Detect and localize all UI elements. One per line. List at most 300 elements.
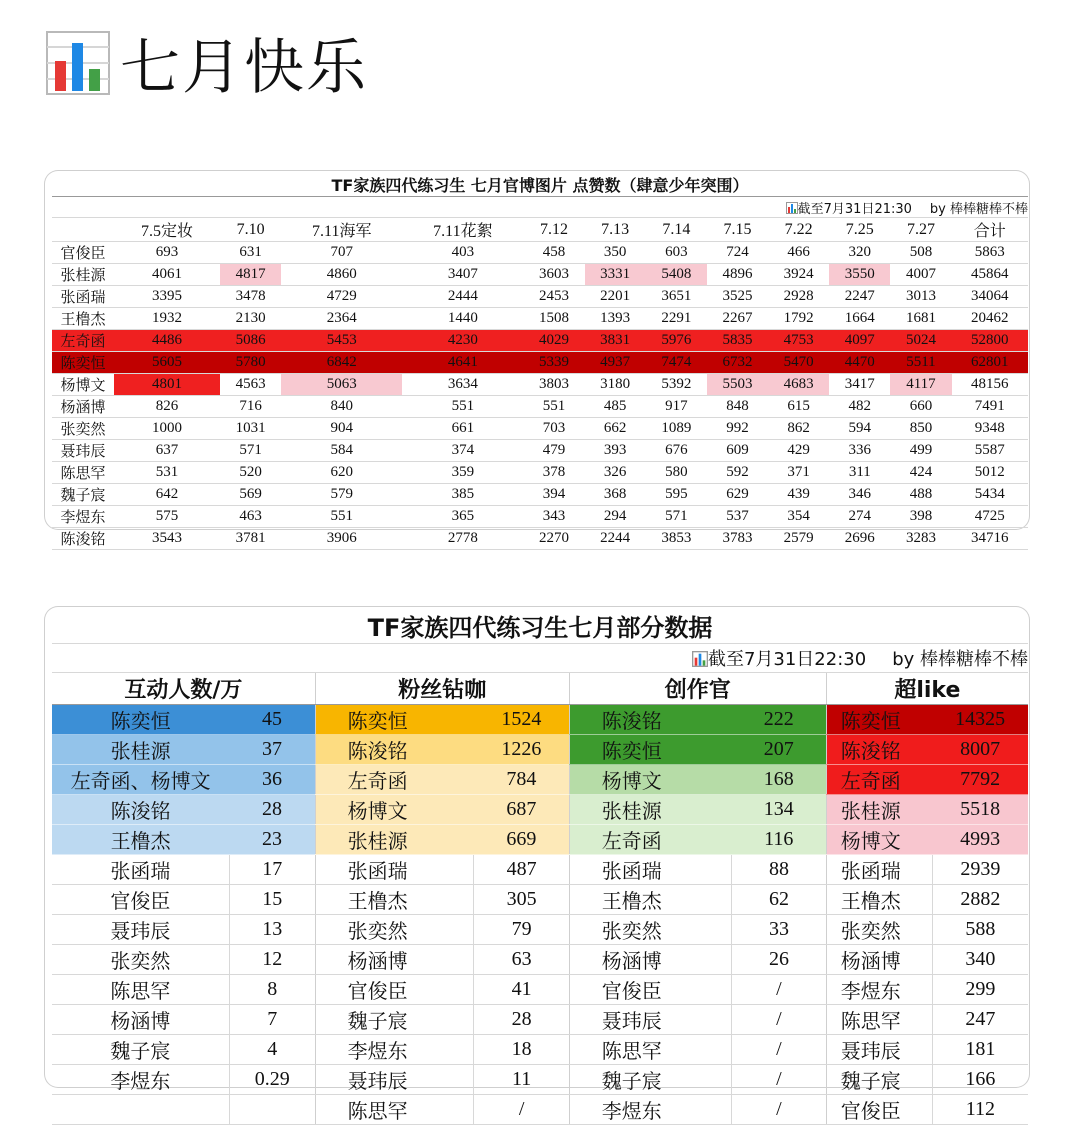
rank-value: / — [732, 1095, 827, 1125]
rank-value: 12 — [229, 945, 315, 975]
cell-value: 5863 — [952, 242, 1028, 264]
row-name: 陈奕恒 — [52, 352, 114, 374]
row-name: 李煜东 — [52, 506, 114, 528]
row-name: 聂玮辰 — [52, 440, 114, 462]
cell-value: 862 — [768, 418, 829, 440]
likes-table — [52, 172, 1028, 550]
rank-name: 张奕然 — [569, 915, 731, 945]
rank-name: 张桂源 — [569, 795, 731, 825]
cell-value: 4817 — [220, 264, 281, 286]
rank-value: 207 — [732, 735, 827, 765]
cell-value: 34716 — [952, 528, 1028, 550]
table-row — [52, 506, 1028, 528]
cell-value: 4641 — [402, 352, 523, 374]
column-header: 7.25 — [829, 218, 890, 242]
rank-value: 7 — [229, 1005, 315, 1035]
post-title: 七月快乐 — [120, 33, 368, 103]
column-header: 7.11花絮 — [402, 218, 523, 242]
cell-value: 840 — [281, 396, 402, 418]
monthly-data-table — [52, 608, 1028, 1125]
rank-name: 陈浚铭 — [52, 795, 229, 825]
cell-value: 393 — [585, 440, 646, 462]
cell-value: 385 — [402, 484, 523, 506]
cell-value: 6732 — [707, 352, 768, 374]
cell-value: 580 — [646, 462, 707, 484]
cell-value: 3331 — [585, 264, 646, 286]
rank-name: 陈奕恒 — [52, 705, 229, 735]
rank-name: 官俊臣 — [826, 1095, 932, 1125]
cell-value: 703 — [523, 418, 584, 440]
column-header: 7.5定妆 — [114, 218, 220, 242]
rank-name: 陈奕恒 — [569, 735, 731, 765]
column-header: 7.27 — [890, 218, 951, 242]
table-row — [52, 1095, 1028, 1125]
cell-value: 378 — [523, 462, 584, 484]
rank-name: 杨涵博 — [826, 945, 932, 975]
cell-value: 485 — [585, 396, 646, 418]
rank-value: 41 — [474, 975, 569, 1005]
rank-name: 官俊臣 — [52, 885, 229, 915]
cell-value: 850 — [890, 418, 951, 440]
cell-value: 3831 — [585, 330, 646, 352]
row-name: 张奕然 — [52, 418, 114, 440]
rank-value: 28 — [229, 795, 315, 825]
cell-value: 1664 — [829, 308, 890, 330]
cell-value: 569 — [220, 484, 281, 506]
cell-value: 294 — [585, 506, 646, 528]
group-header: 创作官 — [569, 673, 826, 705]
cell-value: 2244 — [585, 528, 646, 550]
cell-value: 575 — [114, 506, 220, 528]
rank-value: 1524 — [474, 705, 569, 735]
cell-value: 716 — [220, 396, 281, 418]
rank-name: 杨博文 — [826, 825, 932, 855]
rank-value: 11 — [474, 1065, 569, 1095]
cell-value: 463 — [220, 506, 281, 528]
table-row — [52, 440, 1028, 462]
cell-value: 5453 — [281, 330, 402, 352]
cell-value: 1000 — [114, 418, 220, 440]
rank-value: 687 — [474, 795, 569, 825]
table-row — [52, 885, 1028, 915]
table-row — [52, 418, 1028, 440]
cell-value: 4061 — [114, 264, 220, 286]
cell-value: 488 — [890, 484, 951, 506]
table-row — [52, 945, 1028, 975]
cell-value: 3803 — [523, 374, 584, 396]
cell-value: 5511 — [890, 352, 951, 374]
bar-chart-icon — [692, 649, 708, 670]
cell-value: 4117 — [890, 374, 951, 396]
table-row — [52, 528, 1028, 550]
rank-name: 张奕然 — [52, 945, 229, 975]
rank-name: 张函瑞 — [826, 855, 932, 885]
group-header: 互动人数/万 — [52, 673, 315, 705]
group-header: 粉丝钻咖 — [315, 673, 569, 705]
cell-value: 571 — [646, 506, 707, 528]
table-row — [52, 396, 1028, 418]
rank-name: 陈思罕 — [52, 975, 229, 1005]
table-row — [52, 765, 1028, 795]
cell-value: 52800 — [952, 330, 1028, 352]
cell-value: 326 — [585, 462, 646, 484]
cell-value: 5392 — [646, 374, 707, 396]
cell-value: 662 — [585, 418, 646, 440]
cell-value: 429 — [768, 440, 829, 462]
table-title: TF家族四代练习生七月部分数据 — [52, 608, 1028, 644]
rank-value: 181 — [932, 1035, 1028, 1065]
rank-name: 王橹杰 — [315, 885, 474, 915]
cell-value: 595 — [646, 484, 707, 506]
cell-value: 1089 — [646, 418, 707, 440]
cell-value: 4725 — [952, 506, 1028, 528]
rank-name: 杨博文 — [315, 795, 474, 825]
cell-value: 620 — [281, 462, 402, 484]
rank-name: 官俊臣 — [569, 975, 731, 1005]
cell-value: 520 — [220, 462, 281, 484]
rank-value: 63 — [474, 945, 569, 975]
rank-name: 李煜东 — [826, 975, 932, 1005]
table-title: TF家族四代练习生 七月官博图片 点赞数（肆意少年突围） — [52, 172, 1028, 197]
rank-name: 杨涵博 — [569, 945, 731, 975]
table-row — [52, 915, 1028, 945]
table-row — [52, 374, 1028, 396]
table-note-text: 截至7月31日22:30 — [707, 649, 867, 670]
cell-value: 609 — [707, 440, 768, 462]
cell-value: 992 — [707, 418, 768, 440]
cell-value: 660 — [890, 396, 951, 418]
rank-name: 陈思罕 — [569, 1035, 731, 1065]
cell-value: 4230 — [402, 330, 523, 352]
monthly-data-card — [44, 606, 1030, 1123]
cell-value: 707 — [281, 242, 402, 264]
table-note-text: 截至7月31日21:30 — [797, 201, 912, 217]
rank-value: 23 — [229, 825, 315, 855]
rank-value: 45 — [229, 705, 315, 735]
rank-value: / — [732, 975, 827, 1005]
cell-value: 3924 — [768, 264, 829, 286]
cell-value: 5835 — [707, 330, 768, 352]
rank-value: 15 — [229, 885, 315, 915]
cell-value: 571 — [220, 440, 281, 462]
table-author: by 棒棒糖棒不棒 — [929, 201, 1028, 217]
cell-value: 1393 — [585, 308, 646, 330]
cell-value: 466 — [768, 242, 829, 264]
cell-value: 2778 — [402, 528, 523, 550]
rank-value: 116 — [732, 825, 827, 855]
cell-value: 5976 — [646, 330, 707, 352]
rank-value: 247 — [932, 1005, 1028, 1035]
column-header: 7.13 — [585, 218, 646, 242]
rank-name: 陈浚铭 — [315, 735, 474, 765]
cell-value: 311 — [829, 462, 890, 484]
cell-value: 350 — [585, 242, 646, 264]
cell-value: 7474 — [646, 352, 707, 374]
cell-value: 4753 — [768, 330, 829, 352]
rank-name: 左奇函 — [569, 825, 731, 855]
cell-value: 34064 — [952, 286, 1028, 308]
cell-value: 5470 — [768, 352, 829, 374]
rank-name: 陈奕恒 — [826, 705, 932, 735]
column-header: 7.11海军 — [281, 218, 402, 242]
rank-name: 李煜东 — [315, 1035, 474, 1065]
rank-name: 杨博文 — [569, 765, 731, 795]
rank-value: 37 — [229, 735, 315, 765]
cell-value: 3478 — [220, 286, 281, 308]
cell-value: 359 — [402, 462, 523, 484]
cell-value: 4860 — [281, 264, 402, 286]
table-row — [52, 975, 1028, 1005]
cell-value: 3407 — [402, 264, 523, 286]
cell-value: 4896 — [707, 264, 768, 286]
table-note — [52, 644, 1028, 673]
rank-value: 18 — [474, 1035, 569, 1065]
bar-chart-icon — [786, 202, 798, 217]
cell-value: 2247 — [829, 286, 890, 308]
cell-value: 592 — [707, 462, 768, 484]
cell-value: 5063 — [281, 374, 402, 396]
rank-value: 8 — [229, 975, 315, 1005]
cell-value: 3283 — [890, 528, 951, 550]
rank-name: 张函瑞 — [315, 855, 474, 885]
cell-value: 3180 — [585, 374, 646, 396]
cell-value: 3781 — [220, 528, 281, 550]
cell-value: 551 — [523, 396, 584, 418]
rank-value: / — [732, 1005, 827, 1035]
cell-value: 9348 — [952, 418, 1028, 440]
cell-value: 368 — [585, 484, 646, 506]
rank-name: 王橹杰 — [569, 885, 731, 915]
column-header: 7.14 — [646, 218, 707, 242]
rank-value: 5518 — [932, 795, 1028, 825]
rank-name: 左奇函、杨博文 — [52, 765, 229, 795]
rank-name: 聂玮辰 — [569, 1005, 731, 1035]
cell-value: 4563 — [220, 374, 281, 396]
table-row — [52, 308, 1028, 330]
cell-value: 365 — [402, 506, 523, 528]
rank-name: 陈思罕 — [315, 1095, 474, 1125]
cell-value: 5408 — [646, 264, 707, 286]
cell-value: 398 — [890, 506, 951, 528]
cell-value: 508 — [890, 242, 951, 264]
row-name: 杨博文 — [52, 374, 114, 396]
rank-name: 张桂源 — [315, 825, 474, 855]
rank-value: 14325 — [932, 705, 1028, 735]
cell-value: 629 — [707, 484, 768, 506]
column-header: 合计 — [952, 218, 1028, 242]
rank-value: 62 — [732, 885, 827, 915]
header-corner — [52, 218, 114, 242]
cell-value: 3543 — [114, 528, 220, 550]
rank-name: 陈浚铭 — [569, 705, 731, 735]
cell-value: 826 — [114, 396, 220, 418]
cell-value: 439 — [768, 484, 829, 506]
table-row — [52, 1005, 1028, 1035]
row-name: 陈思罕 — [52, 462, 114, 484]
cell-value: 3906 — [281, 528, 402, 550]
cell-value: 343 — [523, 506, 584, 528]
column-header: 7.10 — [220, 218, 281, 242]
row-name: 魏子宸 — [52, 484, 114, 506]
cell-value: 3634 — [402, 374, 523, 396]
cell-value: 2267 — [707, 308, 768, 330]
rank-name: 陈浚铭 — [826, 735, 932, 765]
cell-value: 579 — [281, 484, 402, 506]
cell-value: 1031 — [220, 418, 281, 440]
table-row — [52, 330, 1028, 352]
rank-name: 张桂源 — [52, 735, 229, 765]
row-name: 张函瑞 — [52, 286, 114, 308]
table-author: by 棒棒糖棒不棒 — [892, 649, 1028, 670]
rank-name: 魏子宸 — [52, 1035, 229, 1065]
cell-value: 5339 — [523, 352, 584, 374]
table-row — [52, 286, 1028, 308]
bar-chart-icon — [46, 31, 110, 95]
rank-name: 左奇函 — [826, 765, 932, 795]
row-name: 张桂源 — [52, 264, 114, 286]
cell-value: 848 — [707, 396, 768, 418]
rank-name: 左奇函 — [315, 765, 474, 795]
cell-value: 5012 — [952, 462, 1028, 484]
cell-value: 724 — [707, 242, 768, 264]
cell-value: 403 — [402, 242, 523, 264]
rank-value — [229, 1095, 315, 1125]
cell-value: 4486 — [114, 330, 220, 352]
cell-value: 4097 — [829, 330, 890, 352]
rank-value: 166 — [932, 1065, 1028, 1095]
cell-value: 6842 — [281, 352, 402, 374]
rank-value: 784 — [474, 765, 569, 795]
cell-value: 5086 — [220, 330, 281, 352]
rank-name: 张函瑞 — [569, 855, 731, 885]
cell-value: 5503 — [707, 374, 768, 396]
rank-name: 杨涵博 — [315, 945, 474, 975]
rank-value: 299 — [932, 975, 1028, 1005]
rank-name — [52, 1095, 229, 1125]
cell-value: 424 — [890, 462, 951, 484]
rank-value: 340 — [932, 945, 1028, 975]
cell-value: 594 — [829, 418, 890, 440]
cell-value: 917 — [646, 396, 707, 418]
rank-name: 陈奕恒 — [315, 705, 474, 735]
cell-value: 3417 — [829, 374, 890, 396]
rank-name: 张桂源 — [826, 795, 932, 825]
column-header: 7.22 — [768, 218, 829, 242]
table-row — [52, 1065, 1028, 1095]
rank-value: 305 — [474, 885, 569, 915]
table-row — [52, 264, 1028, 286]
cell-value: 603 — [646, 242, 707, 264]
rank-name: 张奕然 — [315, 915, 474, 945]
cell-value: 551 — [281, 506, 402, 528]
cell-value: 5434 — [952, 484, 1028, 506]
group-header: 超like — [826, 673, 1028, 705]
column-header: 7.12 — [523, 218, 584, 242]
cell-value: 3013 — [890, 286, 951, 308]
rank-name: 李煜东 — [52, 1065, 229, 1095]
cell-value: 2201 — [585, 286, 646, 308]
rank-value: 0.29 — [229, 1065, 315, 1095]
rank-value: 588 — [932, 915, 1028, 945]
cell-value: 374 — [402, 440, 523, 462]
table-note — [52, 197, 1028, 218]
cell-value: 1440 — [402, 308, 523, 330]
cell-value: 479 — [523, 440, 584, 462]
cell-value: 3525 — [707, 286, 768, 308]
row-name: 王橹杰 — [52, 308, 114, 330]
cell-value: 458 — [523, 242, 584, 264]
cell-value: 3783 — [707, 528, 768, 550]
cell-value: 4801 — [114, 374, 220, 396]
rank-value: / — [732, 1035, 827, 1065]
cell-value: 4007 — [890, 264, 951, 286]
table-row — [52, 855, 1028, 885]
rank-name: 王橹杰 — [826, 885, 932, 915]
cell-value: 551 — [402, 396, 523, 418]
cell-value: 394 — [523, 484, 584, 506]
cell-value: 676 — [646, 440, 707, 462]
post-header — [46, 28, 368, 103]
cell-value: 904 — [281, 418, 402, 440]
rank-name: 张奕然 — [826, 915, 932, 945]
cell-value: 2928 — [768, 286, 829, 308]
rank-name: 聂玮辰 — [315, 1065, 474, 1095]
cell-value: 631 — [220, 242, 281, 264]
cell-value: 354 — [768, 506, 829, 528]
rank-value: 33 — [732, 915, 827, 945]
rank-value: 13 — [229, 915, 315, 945]
cell-value: 4683 — [768, 374, 829, 396]
rank-value: 4 — [229, 1035, 315, 1065]
table-row — [52, 462, 1028, 484]
cell-value: 4470 — [829, 352, 890, 374]
cell-value: 1792 — [768, 308, 829, 330]
rank-value: 134 — [732, 795, 827, 825]
cell-value: 2444 — [402, 286, 523, 308]
cell-value: 5587 — [952, 440, 1028, 462]
cell-value: 346 — [829, 484, 890, 506]
table-row — [52, 795, 1028, 825]
table-row — [52, 735, 1028, 765]
row-name: 左奇函 — [52, 330, 114, 352]
cell-value: 3550 — [829, 264, 890, 286]
cell-value: 2291 — [646, 308, 707, 330]
rank-value: 28 — [474, 1005, 569, 1035]
rank-value: 2939 — [932, 855, 1028, 885]
cell-value: 642 — [114, 484, 220, 506]
cell-value: 5780 — [220, 352, 281, 374]
cell-value: 584 — [281, 440, 402, 462]
rank-value: 26 — [732, 945, 827, 975]
table-row — [52, 825, 1028, 855]
rank-name: 聂玮辰 — [826, 1035, 932, 1065]
rank-value: 1226 — [474, 735, 569, 765]
group-header-row — [52, 673, 1028, 705]
cell-value: 2696 — [829, 528, 890, 550]
cell-value: 531 — [114, 462, 220, 484]
table-row — [52, 705, 1028, 735]
rank-value: 36 — [229, 765, 315, 795]
rank-value: / — [732, 1065, 827, 1095]
cell-value: 3651 — [646, 286, 707, 308]
cell-value: 637 — [114, 440, 220, 462]
cell-value: 7491 — [952, 396, 1028, 418]
cell-value: 4029 — [523, 330, 584, 352]
cell-value: 537 — [707, 506, 768, 528]
rank-value: 487 — [474, 855, 569, 885]
rank-name: 杨涵博 — [52, 1005, 229, 1035]
rank-value: 4993 — [932, 825, 1028, 855]
